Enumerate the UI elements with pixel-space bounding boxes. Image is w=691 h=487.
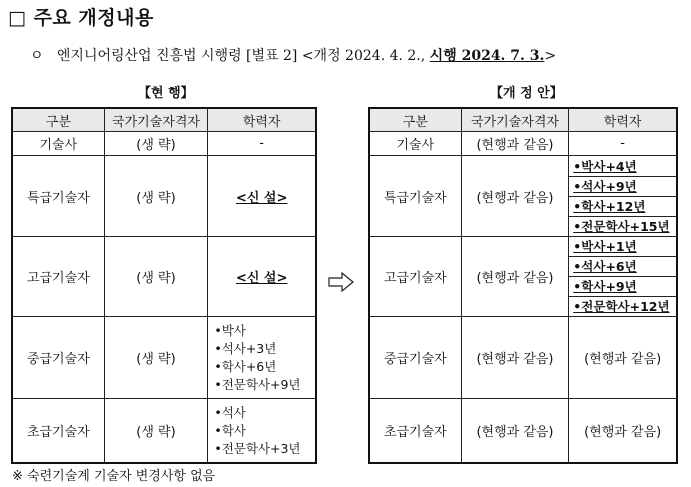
header-education: 학력자 xyxy=(569,109,677,132)
law-reference: 엔지니어링산업 진흥법 시행령 [별표 2] <개정 2024. 4. 2., xyxy=(56,48,426,64)
amendment-summary xyxy=(30,45,556,65)
qualification-cell: (생 략) xyxy=(104,237,208,317)
list-item: • 전문학사+15년 xyxy=(569,216,676,236)
law-reference-end: > xyxy=(544,48,557,64)
proposed-table xyxy=(369,108,677,463)
proposed-caption: 【개 정 안】 xyxy=(490,86,563,101)
category-cell: 고급기술자 xyxy=(370,237,462,317)
list-item: • 석사 xyxy=(214,404,315,422)
education-cell: (현행과 같음) xyxy=(569,317,677,399)
education-cell: - xyxy=(208,132,316,156)
header-education: 학력자 xyxy=(208,109,316,132)
table-header-row xyxy=(370,109,677,132)
category-cell: 중급기술자 xyxy=(370,317,462,399)
qualification-cell: (생 략) xyxy=(104,399,208,463)
education-list-cell xyxy=(569,156,677,237)
list-item: • 학사+12년 xyxy=(569,196,676,216)
list-item: • 학사+6년 xyxy=(214,358,315,376)
table-row xyxy=(13,156,316,237)
bullet-mark: ㅇ xyxy=(30,48,44,64)
current-table xyxy=(12,108,316,463)
table-row xyxy=(13,132,316,156)
section-title: □ 주요 개정내용 xyxy=(8,7,154,29)
category-cell: 기술사 xyxy=(370,132,462,156)
list-item: • 박사+4년 xyxy=(569,157,676,176)
table-row xyxy=(370,237,677,317)
table-row xyxy=(13,317,316,399)
header-qualification: 국가기술자격자 xyxy=(461,109,569,132)
list-item: • 박사+1년 xyxy=(569,237,676,256)
education-list-cell xyxy=(569,237,677,317)
category-cell: 초급기술자 xyxy=(13,399,105,463)
new-provision-cell: <신 설> xyxy=(208,156,316,237)
footnote: ※ 숙련기술계 기술자 변경사항 없음 xyxy=(12,469,216,484)
table-row xyxy=(370,399,677,463)
header-category: 구분 xyxy=(13,109,105,132)
category-cell: 특급기술자 xyxy=(13,156,105,237)
header-category: 구분 xyxy=(370,109,462,132)
list-item: • 석사+3년 xyxy=(214,340,315,358)
table-row xyxy=(370,317,677,399)
qualification-cell: (현행과 같음) xyxy=(461,132,569,156)
qualification-cell: (생 략) xyxy=(104,156,208,237)
header-qualification: 국가기술자격자 xyxy=(104,109,208,132)
qualification-cell: (생 략) xyxy=(104,317,208,399)
category-cell: 중급기술자 xyxy=(13,317,105,399)
table-row xyxy=(370,156,677,237)
table-row xyxy=(370,132,677,156)
qualification-cell: (현행과 같음) xyxy=(461,156,569,237)
list-item: • 학사+9년 xyxy=(569,276,676,296)
list-item: • 석사+9년 xyxy=(569,176,676,196)
education-list-cell xyxy=(208,399,316,463)
new-provision-cell: <신 설> xyxy=(208,237,316,317)
education-list-cell xyxy=(208,317,316,399)
table-row xyxy=(13,399,316,463)
table-row xyxy=(13,237,316,317)
arrow-right-icon xyxy=(328,272,354,292)
qualification-cell: (현행과 같음) xyxy=(461,237,569,317)
list-item: • 전문학사+9년 xyxy=(214,376,315,394)
category-cell: 특급기술자 xyxy=(370,156,462,237)
current-caption: 【현 행】 xyxy=(138,86,194,101)
education-cell: (현행과 같음) xyxy=(569,399,677,463)
category-cell: 초급기술자 xyxy=(370,399,462,463)
list-item: • 전문학사+3년 xyxy=(214,440,315,458)
qualification-cell: (현행과 같음) xyxy=(461,317,569,399)
category-cell: 고급기술자 xyxy=(13,237,105,317)
list-item: • 석사+6년 xyxy=(569,256,676,276)
list-item: • 전문학사+12년 xyxy=(569,296,676,316)
list-item: • 박사 xyxy=(214,322,315,340)
qualification-cell: (현행과 같음) xyxy=(461,399,569,463)
education-cell: - xyxy=(569,132,677,156)
category-cell: 기술사 xyxy=(13,132,105,156)
effective-date: 시행 2024. 7. 3. xyxy=(429,48,545,64)
list-item: • 학사 xyxy=(214,422,315,440)
qualification-cell: (생 략) xyxy=(104,132,208,156)
table-header-row xyxy=(13,109,316,132)
